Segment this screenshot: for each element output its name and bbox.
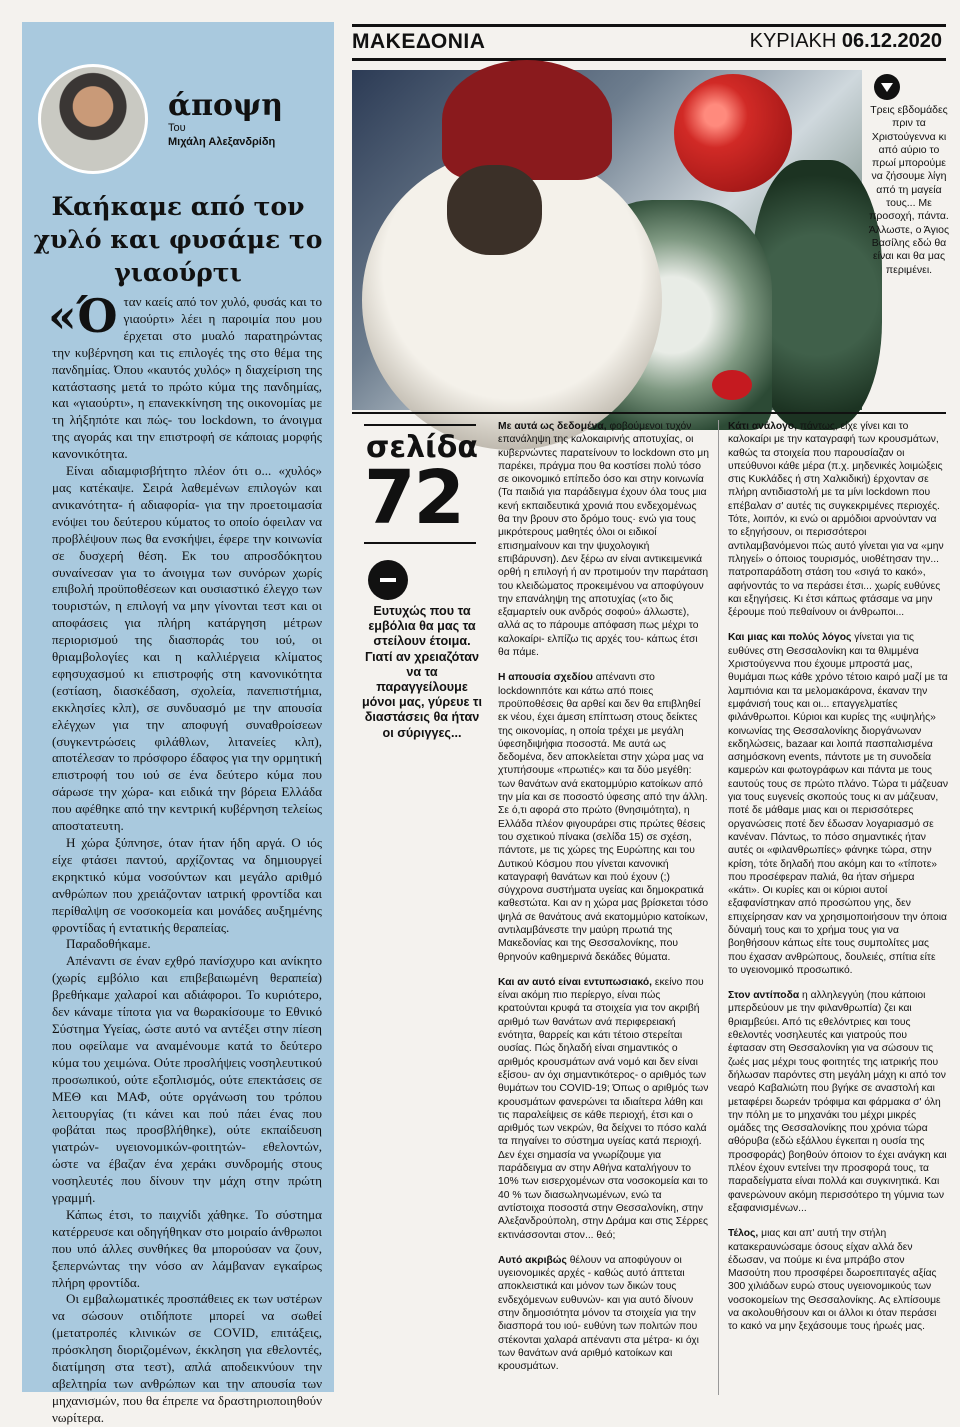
paragraph-lead: Με αυτά ως δεδομένα,: [498, 421, 607, 432]
photo-ornament: [674, 74, 792, 192]
article-paragraph: [728, 631, 948, 977]
paragraph-lead: Η απουσία σχεδίου: [498, 672, 593, 684]
issue-date-value: 06.12.2020: [841, 30, 942, 52]
article-paragraph: [498, 976, 710, 1242]
minus-icon: [368, 560, 408, 600]
article-paragraph: [728, 989, 948, 1215]
page-number: 72: [364, 455, 463, 541]
author-name: Μιχάλη Αλεξανδρίδη: [168, 136, 276, 148]
photo-santa-face: [447, 165, 542, 255]
paragraph-lead: Στον αντίποδα: [728, 990, 800, 1002]
article-paragraph: [498, 671, 710, 964]
paragraph-text: εκείνο που είναι ακόμη πιο περίεργο, είναι πώς κρατούνται κρυφά τα στοιχεία για τον ακριβή αριθμό των θανάτων ανά περιφερειακή ενότητα, θαρρείς και κάτι τέτοιο στερείται ουσίας. Πώς δηλαδή είναι σημαντικός ο αριθμός κρουσμάτων ανά νομό και δεν είναι εξίσου- αν όχι σημαντικότερος- ο αριθμός των θυμάτων του COVID-19; Όπως ο αριθμός των κρουσμάτων φανερώνει τα ιδιαίτερα λάθη και τις παραλείψεις σε κάθε περιοχή, έτσι και ο αριθμός των νεκρών, θα δείχνει το πόσο καλά τα πηγαίνει το σύστημα υγείας κατά περιοχή. Δεν έχει σημασία να γνωρίζουμε για παράδειγμα αν στην Αθήνα καταλήγουν το 10% των εισερχομένων στα νοσοκομεία και το 40 % των διασωληνωμένων, ενώ τα αντίστοιχα ποσοστά στην Θεσσαλονίκη, στην Αλεξανδρούπολη, στην Δράμα και στις Σέρρες εκτινάσσονται στον... θεό;: [498, 976, 709, 1241]
down-triangle-icon: [874, 74, 900, 100]
paragraph-text: η αλληλεγγύη (που κάποιοι μπερδεύουν με την φιλανθρωπία) ζει και θριαμβεύει. Από τις εθελόντριες και τους εθελοντές νοσηλευτές και γιατρούς που έφτασαν στη Θεσσαλονίκη για να σώσουν τις ζωές μας μέχρι τους φοιτητές της ιατρικής που δήλωσαν παρόντες στη μεγάλη μάχη κι από τον νεαρό Καβαλιώτη που βγήκε σε αναστολή και μεταφέρει δωρεάν τρόφιμα και φάρμακα σ' όλη την πόλη με το μηχανάκι του μέχρι μικρές ομάδες της Θεσσαλονίκης που χρόνια τώρα αθόρυβα (εδώ εξάλλου έγκειται η ουσία της προσφοράς) βοηθούν όποιον το έχει ανάγκη και πλέον έχουν εντείνει την προσφορά τους, τα παραδείγματα είναι πολλά και συγκινητικά. Και φανερώνουν ακόμη περισσότερο τη γύμνια των εξαφανισμένων...: [728, 990, 947, 1214]
page-reference-text: Ευτυχώς που τα εμβόλια θα μας τα στείλουν έτοιμα. Γιατί αν χρειαζόταν να τα παραγγείλουμε μόνοι μας, γύρευε τι διαστάσεις θα ήταν οι σύριγγες...: [361, 604, 483, 740]
page-word: σελίδα: [366, 430, 478, 465]
paragraph-text: θέλουν να αποφύγουν οι υγειονομικές αρχές - καθώς αυτό άπτεται αποκλειστικά και μόνον των δικών τους ενδεχόμενων ευθυνών- και για αυτό δίνουν στην δημοσιότητα μόνον τα στοιχεία για την διασπορά του ιού- ευθύνη των πολιτών που στέκονται χαλαρά απέναντι στα μέτρα- κι όχι των θανάτων ανά αριθμό κατοίκων και κρουσμάτων.: [498, 1254, 699, 1373]
article-headline: Καήκαμε από τον χυλό και φυσάμε το γιαούρτι: [33, 192, 323, 287]
opinion-body: [48, 289, 322, 1427]
opinion-lead-paragraph: [48, 289, 322, 463]
column-divider: [718, 420, 719, 1395]
photo-santa-hat: [442, 60, 612, 180]
masthead: ΜΑΚΕΔΟΝΙΑ: [352, 30, 486, 53]
opinion-paragraph: Απέναντι σε έναν εχθρό πανίσχυρο και ανίκητο (χωρίς εμβόλιο και επιβεβαιωμένη θεραπεία) βρεθήκαμε χαλαροί και αδιάφοροι. Το κυριότερο, δεν κάναμε τίποτα για να θωρακίσουμε το Εθνικό Σύστημα Υγείας, ώστε αυτό να αντέξει στην πίεση που οφείλαμε να αναμένουμε κατά το δεύτερο κύμα του χειμώνα. Ούτε προσλήψεις νοσηλευτικού προσωπικού, ούτε εξοπλισμός, ούτε επεκτάσεις σε ΜΕΘ και ΜΑΦ, ούτε οργάνωση του τρόπου λειτουργίας (τι κάνει και πού πάει ένας που φοβάται πως προσβλήθηκε), ούτε εκπαίδευση γιατρών- υγειονομικών-φοιτητών- εθελοντών, ώστε να έβαζαν ένα χεράκι συνδρομής στους νοσηλευτές που δίνουν την μάχη στην πρώτη γραμμή.: [52, 953, 322, 1206]
paragraph-text: πάντως, είχε γίνει και το καλοκαίρι με την καταγραφή των κρουσμάτων, καθώς τα στοιχεία που παρουσίαζαν οι υπεύθυνοι κάθε μέρα (π.χ. μηδενικές λοιμώξεις στις Κυκλάδες ή στη Χαλκιδική) έρχονταν σε πλήρη αντιδιαστολή με τα μίνι lockdown που επέβαλαν σ' αυτές τις συγκεκριμένες περιοχές. Τότε, λοιπόν, κι ενώ οι αρμόδιοι αρνούνταν να το εξηγήσουν, οι περισσότεροι αντιλαμβανόμενοι πώς αυτό γίνεται για να «μην πληγεί» ο όποιος τουρισμός, υιοθέτησαν την... πατροπαράδοτη στάση του «σιγά το κακό», αφήνοντάς το να περάσει έτσι... χωρίς ευθύνες και εξηγήσεις. Κι έτσι κάπως φτάσαμε να μην ξέρουμε πού πεθαίνουν οι άνθρωποι...: [728, 421, 944, 619]
article-paragraph: [498, 420, 710, 659]
article-column-right: [728, 420, 948, 1346]
paragraph-text: γίνεται για τις ευθύνες στη Θεσσαλονίκη και τα θλιμμένα Χριστούγεννα που έχουμε μπροστά μας, θυμάμαι πως κάθε χρόνο τέτοιο καιρό μαζί με τα λαμπιόνια και τα μελομακάρονα, έκαναν την εμφάνισή τους και οι... επαγγελματίες φιλάνθρωποι. Κύριοι και κυρίες της «υψηλής» κοινωνίας της Θεσσαλονίκης διοργάνωναν εκδηλώσεις, bazaar και λοιπά πασπαλισμένα ασημόσκονη events, πάντοτε με τη συνοδεία καμερών και φωτογράφων και πάντα με τους εαυτούς τους σε πρώτο πλάνο. Τώρα τι μάζευαν για τους ευγενείς σκοπούς τους κι αν μάζευαν, ποτέ δε μάθαμε μιας και οι περισσότερες οργανώσεις ποτέ δεν έδωσαν λογαριασμό σε κανέναν. Πάντως, το πόσο σημαντικές ήταν αυτές οι «φιλανθρωπίες» φάνηκε τώρα, στην κρίση, τότε δηλαδή που ακόμη και το «τίποτε» που προσέφεραν παλιά, θα ήταν σήμερα «κάτι». Οι κυρίες και οι κύριοι αυτοί εξαφανίστηκαν από προσώπου γης, δεν επιχείρησαν καν να χρησιμοποιήσουν την όποια δύναμή τους και το χρήμα τους για να βοηθήσουν κάπως είτε τους συμπολίτες μας που έχασαν ανθρώπους, δουλειές, σπίτια είτε το υγειονομικό προσωπικό.: [728, 632, 948, 976]
paragraph-lead: Αυτό ακριβώς: [498, 1254, 567, 1266]
paragraph-lead: Και μιας και πολύς λόγος: [728, 632, 852, 644]
article-paragraph: [728, 420, 948, 619]
issue-date: [750, 30, 942, 53]
article-paragraph: [728, 1227, 948, 1333]
article-paragraph: [498, 1254, 710, 1374]
paragraph-text: απέναντι στο lockdownπότε και κάτω από ποιες προϋποθέσεις θα αρθεί και δεν θα επιβληθεί εκ νέου, έχει άμεση επίπτωση στους δείκτες της οικονομίας, η οποία τρέχει με μεγάλη ύφεσηδιψήφια ποσοστά. Με αυτά ως δεδομένα, δεν αποκλείεται στην χώρα μας να χτυπήσουμε «πρωτιές» και τα δύο μεγέθη: των θανάτων ανά εκατομμύριο κατοίκων από την μία και σε ποσοστό ύφεσης από την άλλη. Σε ό,τι αφορά στο πρώτο (θνησιμότητα), η Ελλάδα πλέον φιγουράρει στις πρώτες θέσεις του σχετικού πίνακα (σελίδα 15) σε σχέση, πάντοτε, με τις χώρες της Ευρώπης και του Δυτικού Κόσμου που γίνεται κανονική καταγραφή θανάτων και πού έχουν (;) σύγχρονα συστήματα υγείας και δημοκρατικά καθεστώτα. Και αν η χώρα μας βρίσκεται τόσο ψηλά σε θανάτους ανά εκατομμύριο κατοίκων, αντιλαμβάνεστε την μαύρη πρωτιά της Μακεδονίας και της Θεσσαλονίκης, που θρηνούν καθημερινά δεκάδες θύματα.: [498, 672, 709, 963]
opinion-paragraph: Κάπως έτσι, το παιχνίδι χάθηκε. Το σύστημα κατέρρευσε και οδηγήθηκαν στο μοιραίο άνθρωποι που υπό άλλες συνθήκες θα μπορούσαν να ζουν, ξεπερνώντας την νόσο αν λάμβαναν εγκαίρως πλήρη φροντίδα.: [52, 1206, 322, 1290]
author-photo: [38, 64, 148, 174]
author-prefix: Του: [168, 122, 186, 134]
paragraph-lead: Τέλος,: [728, 1228, 759, 1240]
opinion-paragraph: Είναι αδιαμφισβήτητο πλέον ότι ο... «χυλός» μας κατέκαψε. Σειρά λαθεμένων επιλογών και ανικανότητα- ή αδιαφορία- για την προετοιμασία ενόψει του δεύτερου κύματος το οποίο όφειλαν να προβλέψουν πως θα ενσκήψει, έφερε την κοινωνία σε δυσχερή θέση. Εκ του απροσδόκητου συναίνεσαν για το άνοιγμα των συνόρων χωρίς επιβολή προϋποθέσεων και ουσιαστικό έλεγχο των τουριστών, η επιλογή να μην γίνονται τεστ και οι αποφάσεις για πλήρη κατάργηση μέτρων περιορισμού της διασποράς του ιού, οι θριαμβολογίες και η καλλιέργεια κλίματος εφησυχασμού κι επιστροφής στη κανονικότητα (εστίαση, διασκέδαση, σχολεία, πανεπιστήμια, εκκλησίες κλπ), σε συνδυασμό με την απουσία ελέγχων για την αποφυγή συναθροίσεων (συγκεντρώσεις φιλάθλων, λιτανείες κλπ), αποτέλεσαν το πρόσφορο έδαφος για την ορμητική επιστροφή του ιού σε ένα δεύτερο κύμα που σάρωσε την χώρα- και ειδικά την βόρεια Ελλάδα που αφέθηκε από την κεντρική κυβέρνηση τελείως αποστατευτη.: [52, 463, 322, 834]
paragraph-lead: Κάτι ανάλογο,: [728, 421, 798, 432]
opinion-paragraph: Οι εμβαλωματικές προσπάθειες εκ των υστέρων να σώσουν οτιδήποτε μπορεί να σωθεί (μετατροπές κλινικών σε COVID, επιτάξεις, πρόσκληση διοριζομένων, έκκληση για εθελοντές, διατίμηση στα τεστ), απλά αποδεικνύουν την αβελτηρία των ανθρώπων και την απουσία των μηχανισμών, που θα έπρεπε να δραστηριοποιηθούν νωρίτερα.: [52, 1291, 322, 1425]
paragraph-text: φοβούμενοι τυχόν επανάληψη της καλοκαιρινής αποτυχίας, οι κυβερνώντες παρατείνουν το lockdown στο μη παρέκει, πράγμα που θα κοστίσει πολύ τόσο σε οικονομικό επίπεδο όσο και στην κοινωνία (Τα παιδιά για παράδειγμα έχουν όλα τους μια κενή εκπαιδευτικά χρονιά που ενδεχομένως θα την βρουν στο δρόμο τους· ενώ για τους μικρότερους μαθητές όλοι οι ειδικοί επισημαίνουν και την ψυχολογική επιβάρυνση). Δεν ξέρω αν είναι αντικειμενικά ορθή η επιλογή ή αν προτιμούν την παράταση του κλειδώματος προκειμένου να αποφύγουν την επανάληψη της αποτυχίας («το δις εξαμαρτείν ουκ ανδρός σοφού» άλλωστε), αλλά ας το πάρουμε απόφαση πως μέχρι το καλοκαίρι- ελπίζω τις αρχές του- κάπως έτσι θα πάμε.: [498, 421, 709, 659]
opinion-lead-text: ταν καείς από τον χυλό, φυσάς και το γιαούρτι» λέει η παροιμία που μου έρχεται στο μυαλό παρατηρώντας την κυβέρνηση και τις επιλογές της στο θέμα της πανδημίας. Όπου «καυτός χυλός» η διαχείριση της κατάστασης μετά το πρώτο κύμα της πανδημίας, και «γιαούρτι», η επανεκκίνηση της οικονομίας με τη λήξηπότε και πώς- του lockdown, το άνοιγμα της αγοράς και την επιστροφή σε κάποιας μορφής κανονικότητα.: [52, 294, 322, 462]
divider: [364, 542, 476, 544]
paragraph-text: μιας και απ' αυτή την στήλη κατακεραυνώσαμε όσους είχαν αλλά δεν έδωσαν, να πούμε κι ένα μπράβο στον Μασούτη που προσφέρει δωροεπιταγές αξίας 300 χιλιάδων ευρώ στους υγειονομικούς των νοσοκομείων της Θεσσαλονίκης. Ας ελπίσουμε να ακολουθήσουν και οι άλλοι κι όταν περάσει το κακό να μην ξεχάσουμε τους ήρωές μας.: [728, 1228, 941, 1333]
opinion-label: άποψη: [168, 88, 284, 123]
drop-cap: «Ό: [48, 289, 118, 343]
issue-day: ΚΥΡΙΑΚΗ: [749, 30, 837, 52]
opinion-column: [22, 22, 334, 1425]
opinion-paragraph: Η χώρα ξύπνησε, όταν ήταν ήδη αργά. Ο ιός είχε φτάσει παντού, αρχίζοντας να δημιουργεί εκρηκτικό κύμα νοσούντων και μεγάλο αριθμό ανθρώπων που χρειάζονταν ιατρική φροντίδα και περίθαλψη σε νοσοκομεία και μονάδες αυξημένης φροντίδας ή εντατικής θεραπείας.: [52, 835, 322, 935]
top-rule: [352, 24, 946, 27]
divider: [364, 424, 476, 426]
page-reference-box: [352, 420, 490, 780]
photo-red-decoration: [712, 370, 752, 400]
article-column-middle: [498, 420, 710, 1385]
photo-caption: Τρεις εβδομάδες πριν τα Χριστούγεννα κι από αύριο το πρωί μπορούμε να ζήσουμε λίγη από τη μαγεία τους... Με προσοχή, πάντα. Άλλωστε, ο Άγιος Βασίλης εδώ θα είναι και θα μας περιμένει.: [868, 104, 950, 276]
opinion-paragraph: Παραδοθήκαμε.: [66, 936, 151, 952]
santa-photo: [352, 70, 862, 410]
paragraph-lead: Και αν αυτό είναι εντυπωσιακό,: [498, 976, 653, 988]
header-rule: [352, 58, 946, 61]
photo-rule: [352, 412, 946, 414]
